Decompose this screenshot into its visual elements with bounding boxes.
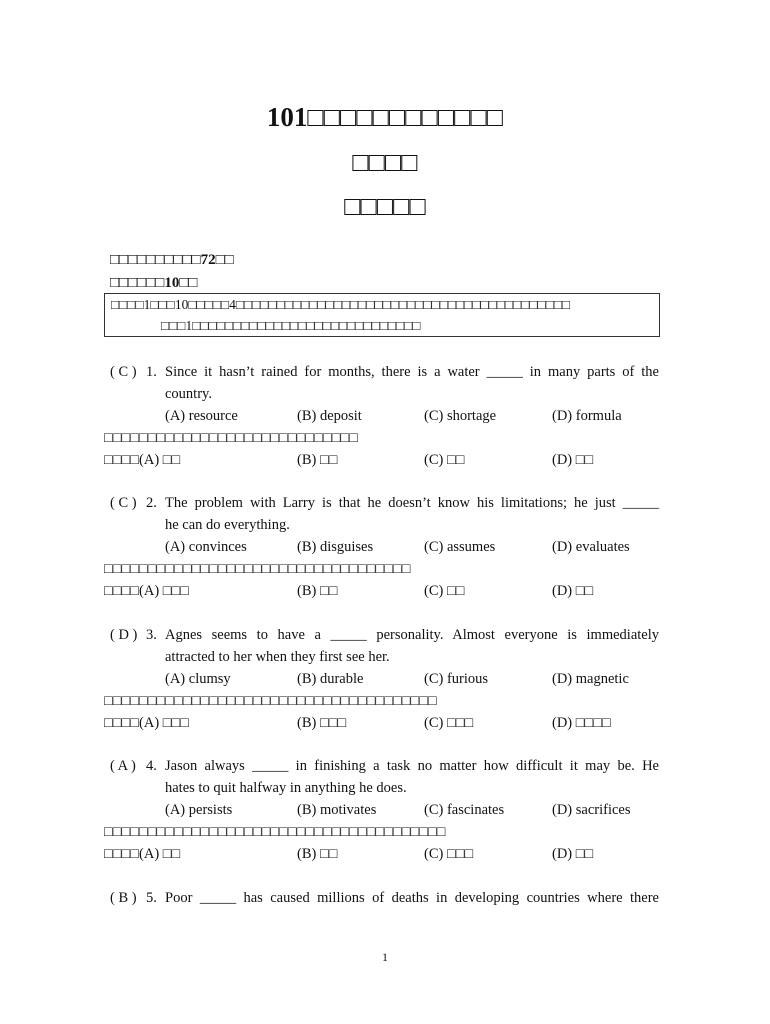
translation-option-d: (D) □□ xyxy=(552,846,594,862)
question-text-cont: he can do everything. xyxy=(165,517,290,533)
translation-option-b: (B) □□ xyxy=(297,583,338,599)
translation-option-d: (D) □□ xyxy=(552,583,594,599)
document-title: 101□□□□□□□□□□□□ xyxy=(266,102,504,132)
section-heading: □□□□□□□□□□72□□ xyxy=(110,252,234,268)
question-text: The problem with Larry is that he doesn’t know his limitations; he just _____ xyxy=(165,495,659,511)
question-2 xyxy=(104,492,664,602)
question-4 xyxy=(104,755,664,865)
answer-key: ( B ) xyxy=(110,890,137,906)
answer-key: ( A ) xyxy=(110,758,136,774)
option-a: (A) clumsy xyxy=(165,671,231,687)
instructions-line-2: □□□1□□□□□□□□□□□□□□□□□□□□□□□□□□□□ xyxy=(161,318,421,333)
translation: □□□□□□□□□□□□□□□□□□□□□□□□□□□□□□□□□□□ xyxy=(104,561,411,577)
translation-option-c: (C) □□ xyxy=(424,583,465,599)
translation: □□□□□□□□□□□□□□□□□□□□□□□□□□□□□□□□□□□□□□□ xyxy=(104,824,446,840)
option-b: (B) motivates xyxy=(297,802,377,818)
option-c: (C) shortage xyxy=(424,408,497,424)
translation: □□□□□□□□□□□□□□□□□□□□□□□□□□□□□ xyxy=(104,430,358,446)
translation-option-a: □□□□(A) □□□ xyxy=(104,583,190,599)
translation-option-b: (B) □□ xyxy=(297,452,338,468)
option-c: (C) furious xyxy=(424,671,489,687)
option-b: (B) deposit xyxy=(297,408,362,424)
option-d: (D) formula xyxy=(552,408,622,424)
translation-option-c: (C) □□ xyxy=(424,452,465,468)
subsection-heading: □□□□□□10□□ xyxy=(110,275,198,291)
question-text-cont: attracted to her when they first see her. xyxy=(165,649,390,665)
option-a: (A) persists xyxy=(165,802,233,818)
question-number: 1. xyxy=(146,364,157,380)
question-text: Agnes seems to have a _____ personality. Almost everyone is immediately xyxy=(165,627,659,643)
question-3 xyxy=(104,624,664,734)
translation: □□□□□□□□□□□□□□□□□□□□□□□□□□□□□□□□□□□□□□ xyxy=(104,693,437,709)
option-a: (A) resource xyxy=(165,408,238,424)
translation-option-a: □□□□(A) □□ xyxy=(104,846,181,862)
question-text-cont: hates to quit halfway in anything he does. xyxy=(165,780,407,796)
question-text: Jason always _____ in finishing a task no matter how difficult it may be. He xyxy=(165,758,659,774)
translation-option-b: (B) □□ xyxy=(297,846,338,862)
option-a: (A) convinces xyxy=(165,539,247,555)
option-d: (D) magnetic xyxy=(552,671,629,687)
instructions-box xyxy=(104,293,660,337)
answer-key: ( C ) xyxy=(110,495,137,511)
answer-key: ( D ) xyxy=(110,627,138,643)
answer-key: ( C ) xyxy=(110,364,137,380)
question-text: Since it hasn’t rained for months, there is a water _____ in many parts of the xyxy=(165,364,659,380)
option-b: (B) disguises xyxy=(297,539,374,555)
option-d: (D) sacrifices xyxy=(552,802,631,818)
option-b: (B) durable xyxy=(297,671,364,687)
translation-option-c: (C) □□□ xyxy=(424,846,474,862)
document-subtitle-2: □□□□□ xyxy=(344,191,426,221)
translation-option-a: □□□□(A) □□ xyxy=(104,452,181,468)
question-number: 4. xyxy=(146,758,157,774)
question-text: Poor _____ has caused millions of deaths in developing countries where there xyxy=(165,890,659,906)
question-5 xyxy=(104,887,664,909)
translation-option-d: (D) □□□□ xyxy=(552,715,611,731)
page-number: 1 xyxy=(382,950,388,964)
option-d: (D) evaluates xyxy=(552,539,630,555)
translation-option-b: (B) □□□ xyxy=(297,715,347,731)
instructions-line-1: □□□□1□□□10□□□□□4□□□□□□□□□□□□□□□□□□□□□□□□□□□□□□□□□□□□□□□□□ xyxy=(111,297,571,312)
translation-option-d: (D) □□ xyxy=(552,452,594,468)
document-subtitle: □□□□ xyxy=(352,147,418,177)
translation-option-c: (C) □□□ xyxy=(424,715,474,731)
question-text-cont: country. xyxy=(165,386,212,402)
option-c: (C) assumes xyxy=(424,539,496,555)
question-number: 3. xyxy=(146,627,157,643)
translation-option-a: □□□□(A) □□□ xyxy=(104,715,190,731)
question-number: 5. xyxy=(146,890,157,906)
option-c: (C) fascinates xyxy=(424,802,505,818)
question-number: 2. xyxy=(146,495,157,511)
question-1 xyxy=(104,361,664,471)
